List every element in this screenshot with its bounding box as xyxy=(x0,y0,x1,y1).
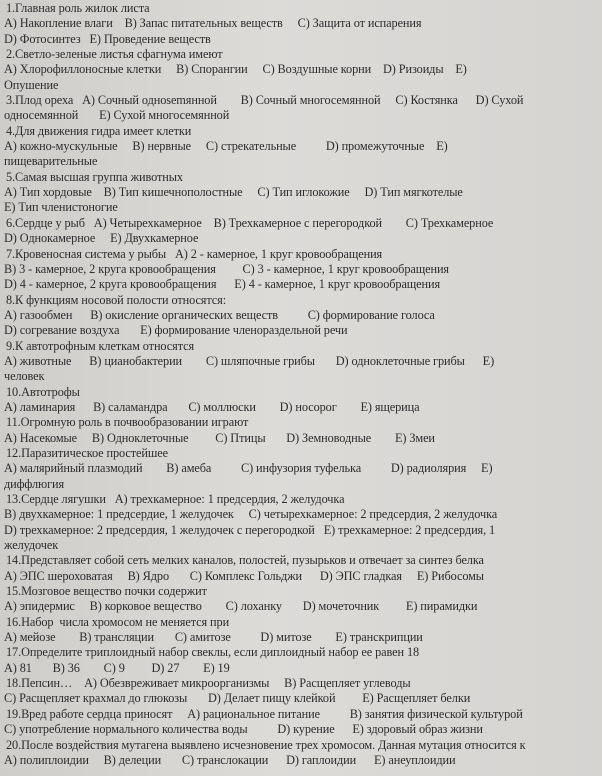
question-12-title: 12.Паразитическое простейшее xyxy=(6,445,168,460)
question-13-title: 13.Сердце лягушки A) трехкамерное: 1 предсердия, 2 желудочка xyxy=(6,492,345,506)
question-1-title: 1.Главная роль жилок листа xyxy=(6,1,150,15)
question-4-title: 4.Для движения гидра имеет клетки xyxy=(6,123,192,138)
question-4-options-line-2: пищеварительные xyxy=(4,154,98,169)
question-11-title: 11.Огромную роль в почвообразовании играют xyxy=(6,415,249,430)
question-10-options-line-1: A) ламинария B) саламандра C) моллюски D) носорог E) ящерица xyxy=(4,399,420,414)
question-18-title: 18.Пепсин… A) Обезвреживает микроорганизмы B) Расщепляет углеводы xyxy=(6,676,411,691)
question-9-options-line-2: человек xyxy=(4,369,45,384)
question-9-title: 9.К автотрофным клеткам относятся xyxy=(6,338,195,353)
question-13-options-line-2: D) трехкамерное: 2 предсердия, 1 желудочек с перегородкой E) трехкамерное: 2 предсердия, 1 xyxy=(4,522,496,537)
question-5-options-line-2: E) Тип членистоногие xyxy=(4,200,118,215)
question-12-options-line-1: A) малярийный плазмодий B) амеба C) инфузория туфелька D) радиолярия E) xyxy=(4,461,493,476)
question-17-title: 17.Определите триплоидный набор свеклы, если диплоидный набор ее равен 18 xyxy=(6,645,420,660)
question-20-title: 20.После воздействия мутагена выявлено исчезновение трех хромосом. Данная мутация относится к xyxy=(6,737,526,752)
question-5-options-line-1: A) Тип хордовые B) Тип кишечнополостные C) Тип иглокожие D) Тип мягкотелые xyxy=(4,185,463,200)
question-14-options-line-1: A) ЭПС шероховатая B) Ядро C) Комплекс Гольджи D) ЭПС гладкая E) Рибосомы xyxy=(4,568,484,583)
question-3-options-line-1: односемянной E) Сухой многосемянной xyxy=(4,108,230,123)
question-3-title: 3.Плод ореха A) Сочный однosemянной B) Сочный многосемянной C) Костянка D) Сухой xyxy=(6,93,524,108)
question-9-options-line-1: A) животные B) цианобактерии C) шляпочные грибы D) одноклеточные грибы E) xyxy=(4,353,495,368)
question-1-options-line-2: D) Фотосинтез E) Проведение веществ xyxy=(4,31,211,46)
question-7-title: 7.Кровеносная система у рыбы A) 2 - камерное, 1 круг кровообращения xyxy=(6,246,383,261)
question-14-title: 14.Представляет собой сеть мелких каналов, полостей, пузырьков и отвечает за синтез белка xyxy=(6,553,484,568)
question-7-options-line-2: D) 4 - камерное, 2 круга кровообращения E) 4 - камерное, 1 круг кровообращения xyxy=(4,277,441,292)
question-18-options-line-1: C) Расщепляет крахмал до глюкозы D) Делает пищу клейкой E) Расщепляет белки xyxy=(4,691,471,706)
question-11-options-line-1: A) Насекомые B) Одноклеточные C) Птицы D) Земноводные E) Змеи xyxy=(4,430,435,445)
question-19-title: 19.Вред работе сердца приносят A) рациональное питание B) занятия физической культурой xyxy=(6,706,523,721)
question-15-options-line-1: A) эпидермис B) корковое вещество C) лоханку D) мочеточник E) пирамидки xyxy=(4,599,478,614)
question-13-options-line-1: B) двухкамерное: 1 предсердие, 1 желудочек C) четырехкамерное: 2 предсердия, 2 желудочка xyxy=(4,507,498,522)
question-17-options-line-1: A) 81 B) 36 C) 9 D) 27 E) 19 xyxy=(4,660,230,675)
question-20-options-line-1: A) полиплоидии B) делеции C) транслокации D) гаплоидии E) анеуплоидии xyxy=(4,752,456,767)
question-19-options-line-1: C) употребление нормального количества воды D) курение E) здоровый образ жизни xyxy=(4,722,483,737)
question-15-title: 15.Мозговое вещество почки содержит xyxy=(6,584,207,599)
question-10-title: 10.Автотрофы xyxy=(6,384,80,399)
question-4-options-line-1: A) кожно-мускульные B) нервные C) стрекательные D) промежуточные E) xyxy=(4,139,448,154)
question-12-options-line-2: диффлюгия xyxy=(4,476,65,491)
question-7-options-line-1: B) 3 - камерное, 2 круга кровообращения C) 3 - камерное, 1 круг кровообращения xyxy=(4,261,449,276)
question-13-options-line-3: желудочек xyxy=(4,538,59,553)
question-16-options-line-1: A) мейозе B) трансляции C) амитозе D) митозе E) транскрипции xyxy=(4,630,423,645)
question-6-title: 6.Сердце у рыб A) Четырехкамерное B) Трехкамерное с перегородкой C) Трехкамерное xyxy=(6,215,494,230)
question-8-options-line-2: D) согревание воздуха E) формирование членораздельной речи xyxy=(4,323,348,338)
question-8-title: 8.К функциям носовой полости относятся: xyxy=(6,292,227,307)
question-1-options-line-1: A) Накопление влаги B) Запас питательных веществ C) Защита от испарения xyxy=(4,16,422,31)
question-8-options-line-1: A) газообмен B) окисление органических веществ C) формирование голоса xyxy=(4,307,435,322)
question-6-options-line-1: D) Однокамерное E) Двухкамерное xyxy=(4,231,199,246)
question-2-title: 2.Светло-зеленые листья сфагнума имеют xyxy=(6,47,223,62)
question-2-options-line-1: A) Хлорофиллоносные клетки B) Спорангии C) Воздушные корни D) Ризоиды E) xyxy=(4,62,467,77)
question-5-title: 5.Самая высшая группа животных xyxy=(6,169,183,184)
question-2-options-line-2: Опушение xyxy=(4,77,59,92)
question-16-title: 16.Набор числа хромосом не меняется при xyxy=(6,614,230,629)
